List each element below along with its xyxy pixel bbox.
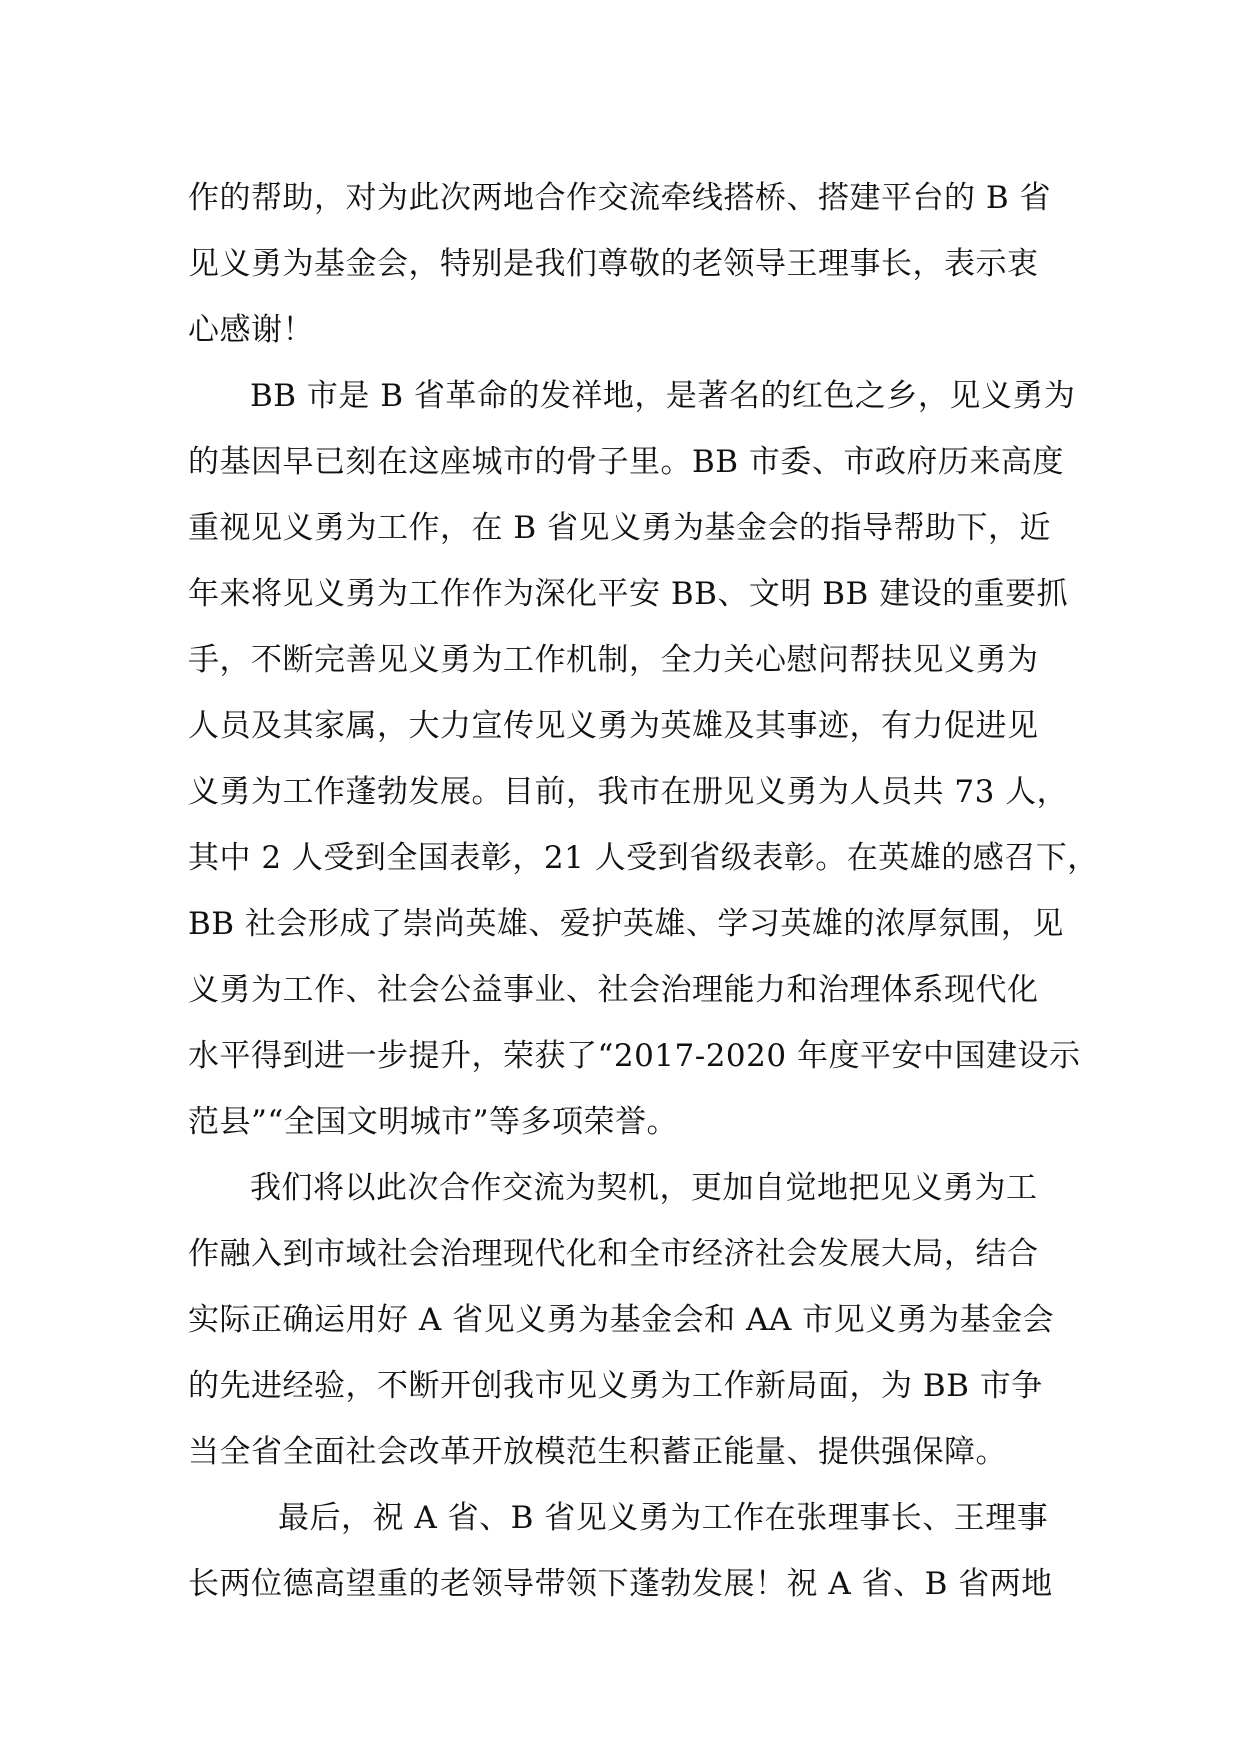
text-line: 见义勇为基金会，特别是我们尊敬的老领导王理事长，表示衷: [188, 246, 1039, 282]
text-line: 手，不断完善见义勇为工作机制，全力关心慰问帮扶见义勇为: [188, 642, 1039, 678]
paragraph-city-intro: [188, 363, 1099, 1155]
text-line: 年来将见义勇为工作作为深化平安 BB、文明 BB 建设的重要抓: [188, 576, 1069, 612]
text-line: 实际正确运用好 A 省见义勇为基金会和 AA 市见义勇为基金会: [188, 1302, 1055, 1338]
text-line: 水平得到进一步提升，荣获了“2017-2020 年度平安中国建设示: [188, 1038, 1081, 1074]
text-line: 心感谢！: [188, 312, 314, 348]
paragraph-closing: [188, 1485, 1068, 1617]
text-line: 长两位德高望重的老领导带领下蓬勃发展！祝 A 省、B 省两地: [188, 1566, 1053, 1602]
text-line: 作融入到市域社会治理现代化和全市经济社会发展大局，结合: [188, 1236, 1039, 1272]
text-line: 作的帮助，对为此次两地合作交流牵线搭桥、搭建平台的 B 省: [188, 180, 1051, 216]
text-line: 的先进经验，不断开创我市见义勇为工作新局面，为 BB 市争: [188, 1368, 1043, 1404]
text-line: 重视见义勇为工作，在 B 省见义勇为基金会的指导帮助下，近: [188, 510, 1051, 546]
text-line: 范县”“全国文明城市”等多项荣誉。: [188, 1104, 679, 1140]
text-line: BB 市是 B 省革命的发祥地，是著名的红色之乡，见义勇为: [250, 378, 1076, 414]
paragraph-thanks: [188, 165, 1068, 363]
text-line: 其中 2 人受到全国表彰，21 人受到省级表彰。在英雄的感召下，: [188, 840, 1099, 876]
body-text: [188, 165, 1099, 1617]
text-line: 的基因早已刻在这座城市的骨子里。BB 市委、市政府历来高度: [188, 444, 1064, 480]
text-line: 义勇为工作、社会公益事业、社会治理能力和治理体系现代化: [188, 972, 1039, 1008]
text-line: 人员及其家属，大力宣传见义勇为英雄及其事迹，有力促进见: [188, 708, 1039, 744]
text-line: 义勇为工作蓬勃发展。目前，我市在册见义勇为人员共 73 人，: [188, 774, 1069, 810]
text-line: 我们将以此次合作交流为契机，更加自觉地把见义勇为工: [250, 1170, 1038, 1206]
text-line: 当全省全面社会改革开放模范生积蓄正能量、提供强保障。: [188, 1434, 1007, 1470]
text-line: BB 社会形成了崇尚英雄、爱护英雄、学习英雄的浓厚氛围，见: [188, 906, 1064, 942]
text-line: 最后，祝 A 省、B 省见义勇为工作在张理事长、王理事: [278, 1500, 1049, 1536]
paragraph-commitment: [188, 1155, 1068, 1485]
